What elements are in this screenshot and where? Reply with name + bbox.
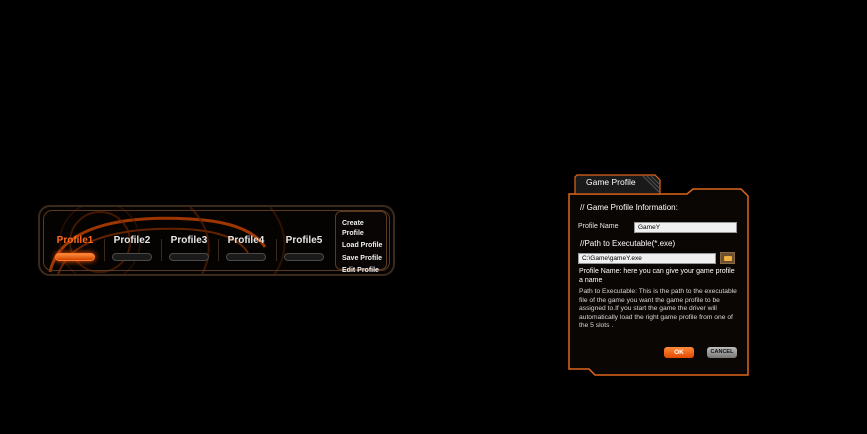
profile-name-label: Profile Name xyxy=(578,223,619,230)
profile-menu xyxy=(335,211,387,274)
profile-slot-label: Profile3 xyxy=(170,235,208,246)
profile-slot-indicator xyxy=(112,253,152,261)
path-input[interactable]: C:\Game\gameY.exe xyxy=(578,253,716,264)
edit-profile-button[interactable]: Edit Profile xyxy=(342,267,379,274)
profile-slot-2[interactable] xyxy=(104,235,160,266)
profile-slot-indicator xyxy=(226,253,266,261)
game-profile-dialog xyxy=(567,172,751,380)
dialog-title: Game Profile xyxy=(586,177,636,187)
browse-button[interactable] xyxy=(720,252,735,264)
profile-slot-label: Profile2 xyxy=(113,235,151,246)
section-heading: // Game Profile Information: xyxy=(580,203,678,212)
save-profile-button[interactable]: Save Profile xyxy=(342,254,383,262)
ok-button[interactable]: OK xyxy=(664,347,694,358)
help-path: Path to Executable: This is the path to the executable file of the game you want the game profile to be assigned to.If you start the game the driver will automatically load the right game profile from one of the 5 slots . xyxy=(579,288,737,330)
profile-slot-indicator xyxy=(284,253,324,261)
load-profile-button[interactable]: Load Profile xyxy=(342,242,383,249)
profile-bar xyxy=(38,205,395,276)
profile-slot-label: Profile5 xyxy=(285,235,323,246)
folder-icon xyxy=(724,256,732,261)
path-heading: //Path to Executable(*.exe) xyxy=(580,239,676,248)
profile-slot-label: Profile4 xyxy=(227,235,265,246)
profile-slot-4[interactable] xyxy=(218,235,274,266)
profile-slot-3[interactable] xyxy=(161,235,217,266)
create-profile-button[interactable]: Create Profile xyxy=(342,220,364,237)
profile-slot-label: Profile1 xyxy=(56,235,94,246)
profile-slot-indicator xyxy=(55,253,95,261)
help-profile-name: Profile Name: here you can give your game profile a name xyxy=(579,268,735,284)
profile-slot-5[interactable] xyxy=(276,235,332,266)
cancel-button[interactable]: CANCEL xyxy=(707,347,737,358)
profile-slot-1[interactable] xyxy=(47,235,103,266)
profile-slot-indicator xyxy=(169,253,209,261)
profile-name-input[interactable]: GameY xyxy=(634,222,737,233)
